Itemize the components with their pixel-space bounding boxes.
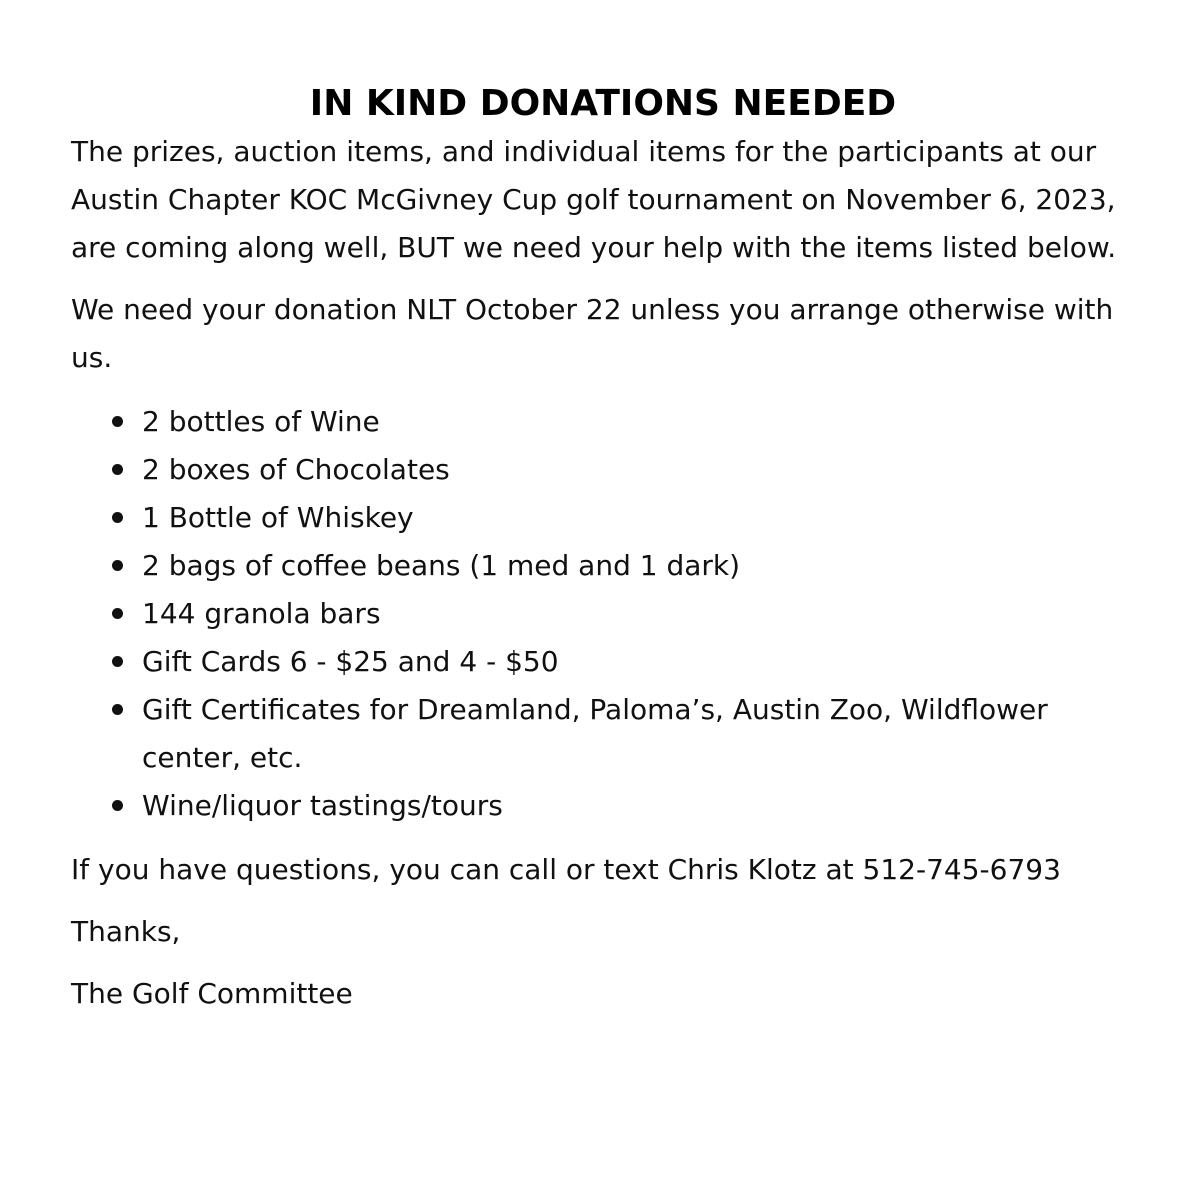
bullet-icon bbox=[112, 656, 123, 667]
bullet-icon bbox=[112, 464, 123, 475]
list-item-text: 2 bottles of Wine bbox=[142, 405, 380, 438]
bullet-icon bbox=[112, 416, 123, 427]
list-item bbox=[71, 398, 1135, 446]
intro-paragraph: The prizes, auction items, and individual items for the participants at our Austin Chapter KOC McGivney Cup golf tournament on November 6, 2023, are coming along well, BUT we need your help with the items listed below. bbox=[71, 135, 1117, 264]
document-title: IN KIND DONATIONS NEEDED bbox=[309, 83, 897, 124]
list-item-text: Gift Certificates for Dreamland, Paloma’s, Austin Zoo, Wildflower center, etc. bbox=[142, 693, 1048, 774]
list-item bbox=[71, 542, 1135, 590]
bullet-icon bbox=[112, 704, 123, 715]
list-item bbox=[71, 446, 1135, 494]
list-item bbox=[71, 590, 1135, 638]
list-item-text: 2 boxes of Chocolates bbox=[142, 453, 450, 486]
list-item bbox=[71, 686, 1135, 782]
signoff-line: The Golf Committee bbox=[71, 977, 353, 1010]
bullet-icon bbox=[112, 560, 123, 571]
document-page bbox=[71, 80, 1135, 1018]
list-item-text: 2 bags of coffee beans (1 med and 1 dark) bbox=[142, 549, 741, 582]
list-item-text: 144 granola bars bbox=[142, 597, 381, 630]
bullet-icon bbox=[112, 512, 123, 523]
bullet-icon bbox=[112, 800, 123, 811]
list-item-text: Wine/liquor tastings/tours bbox=[142, 789, 503, 822]
bullet-icon bbox=[112, 608, 123, 619]
list-item bbox=[71, 494, 1135, 542]
list-item bbox=[71, 782, 1135, 830]
list-item-text: Gift Cards 6 - $25 and 4 - $50 bbox=[142, 645, 559, 678]
list-item bbox=[71, 638, 1135, 686]
donation-items-list bbox=[71, 398, 1135, 830]
contact-paragraph: If you have questions, you can call or text Chris Klotz at 512-745-6793 bbox=[71, 853, 1061, 886]
deadline-paragraph: We need your donation NLT October 22 unless you arrange otherwise with us. bbox=[71, 293, 1114, 374]
list-item-text: 1 Bottle of Whiskey bbox=[142, 501, 414, 534]
thanks-line: Thanks, bbox=[71, 915, 181, 948]
